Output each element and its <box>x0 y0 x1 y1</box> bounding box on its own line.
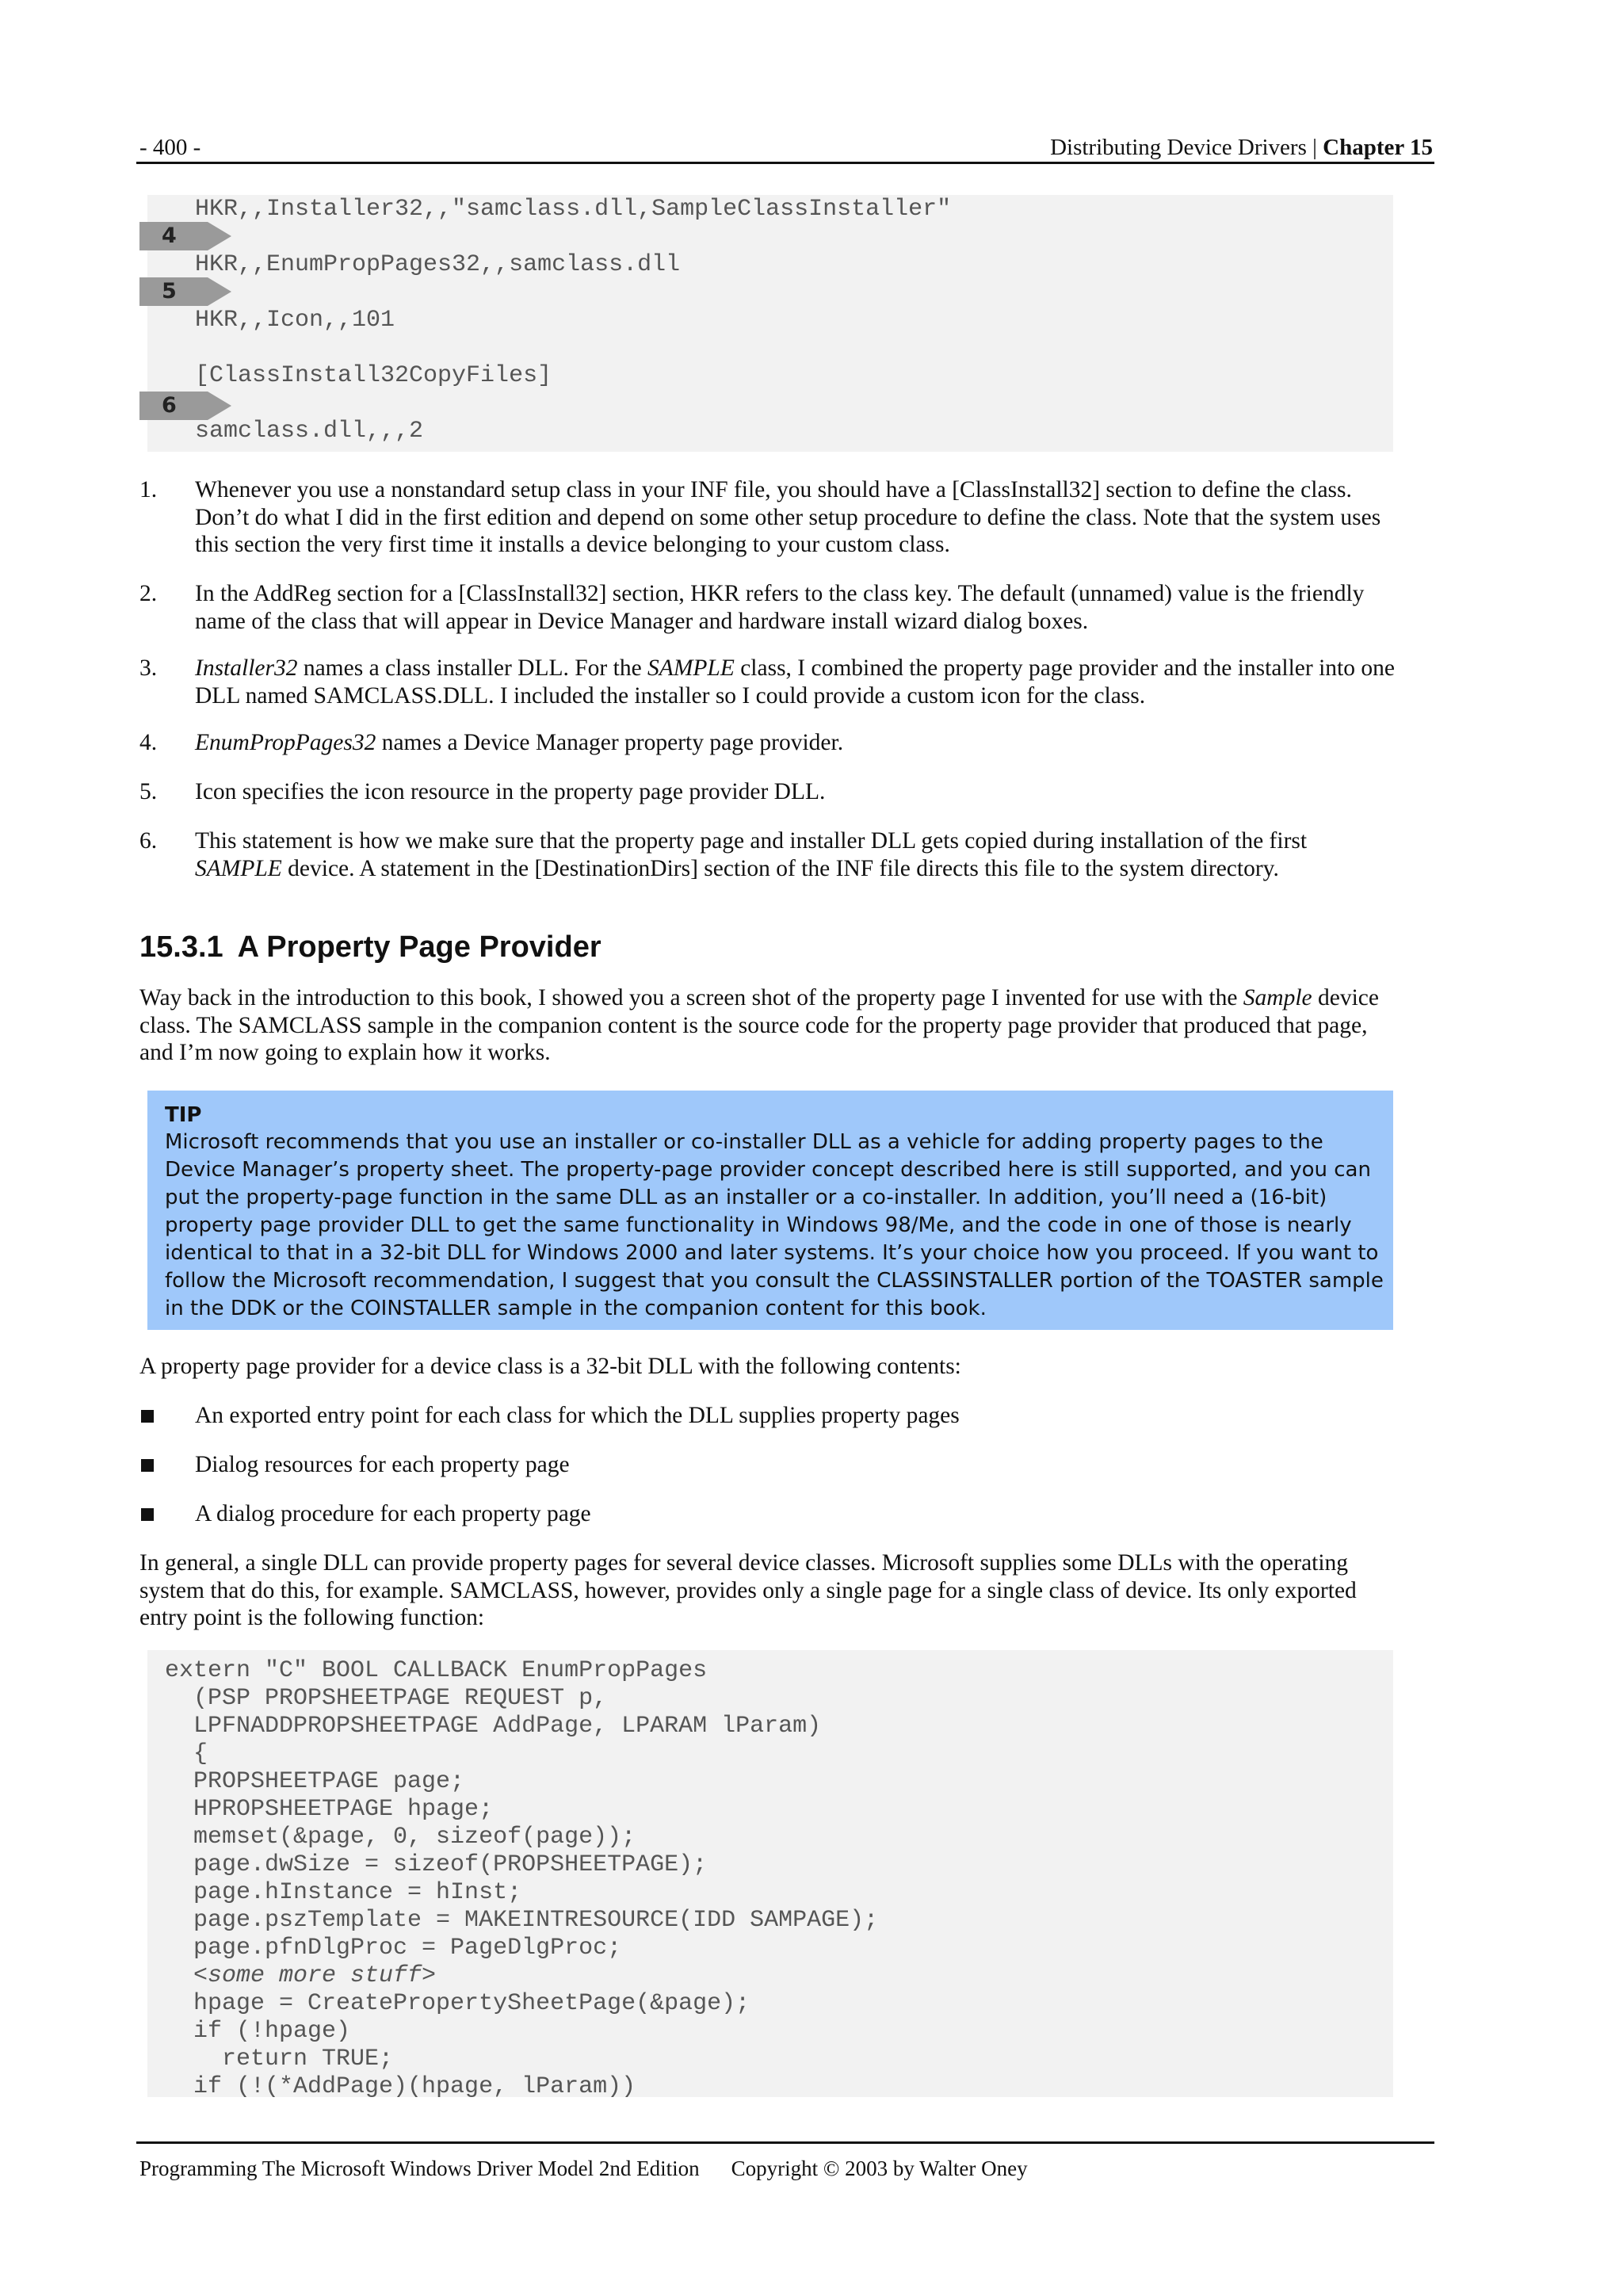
code-line: { <box>165 1740 208 1767</box>
code-line: if (!hpage) <box>165 2018 351 2045</box>
tip-title: TIP <box>165 1103 202 1127</box>
tip-body: Microsoft recommends that you use an installer or co-installer DLL as a vehicle for adding property pages to the Device Manager’s property sheet. The property-page provider concept described here is still supported, and you can put the property-page function in the same DLL as an installer or a co-installer. In addition, you’ll need a (16-bit) property page provider DLL to get the same functionality in Windows 98/Me, and the code in one of those is nearly identical to that in a 32-bit DLL for Windows 2000 and later systems. It’s your choice how you proceed. If you want to follow the Microsoft recommendation, I suggest that you consult the CLASSINSTALLER portion of the TOASTER sample in the DDK or the COINSTALLER sample in the companion content for this book. <box>165 1130 1384 1320</box>
code-line: LPFNADDPROPSHEETPAGE AddPage, LPARAM lParam) <box>165 1713 822 1740</box>
code-line: (PSP PROPSHEETPAGE REQUEST p, <box>165 1685 608 1712</box>
chapter-label: Chapter 15 <box>1323 135 1433 160</box>
square-bullet-icon <box>141 1508 154 1521</box>
code-line-placeholder: <some more stuff> <box>165 1962 437 1989</box>
code-line: HKR,,EnumPropPages32,,samclass.dll <box>195 251 681 278</box>
callout-marker-6 <box>139 388 233 423</box>
bullet-text: Dialog resources for each property page <box>195 1452 570 1477</box>
code-line: samclass.dll,,,2 <box>195 418 424 445</box>
list-text: Icon specifies the icon resource in the property page provider DLL. <box>195 779 826 804</box>
list-number: 1. <box>139 477 158 502</box>
callout-marker-4 <box>139 219 233 254</box>
square-bullet-icon <box>141 1459 154 1472</box>
chapter-reference <box>1050 132 1433 163</box>
text-run: names a class installer DLL. For the <box>297 655 648 681</box>
footer-rule <box>136 2141 1434 2144</box>
callout-marker-5 <box>139 274 233 309</box>
running-header <box>139 132 1433 163</box>
list-number: 5. <box>139 779 158 804</box>
copyright: Copyright © 2003 by Walter Oney <box>731 2157 1028 2180</box>
callout-number: 4 <box>162 223 177 248</box>
code-line: page.pfnDlgProc = PageDlgProc; <box>165 1935 622 1962</box>
list-text <box>195 827 1400 882</box>
intro-paragraph <box>139 984 1392 1067</box>
italic-term: EnumPropPages32 <box>195 730 376 755</box>
general-paragraph: In general, a single DLL can provide property pages for several device classes. Microsoft supplies some DLLs with the operating system that do this, for example. SAMCLASS, however, provides only a single page for a single class of device. Its only exported entry point is the following function: <box>139 1550 1357 1630</box>
contents-intro: A property page provider for a device class is a 32-bit DLL with the following contents: <box>139 1354 961 1379</box>
book-title: Programming The Microsoft Windows Driver Model 2nd Edition <box>139 2157 700 2180</box>
bullet-text: A dialog procedure for each property page <box>195 1501 591 1526</box>
header-rule <box>136 162 1434 164</box>
page-number: - 400 - <box>139 135 201 160</box>
bullet-text: An exported entry point for each class for which the DLL supplies property pages <box>195 1403 960 1428</box>
italic-term: Installer32 <box>195 655 298 681</box>
arrow-tab-icon <box>139 274 233 309</box>
text-run: Way back in the introduction to this book, I showed you a screen shot of the property page I invented for use with the <box>139 985 1243 1010</box>
list-text <box>195 729 1400 757</box>
section-title: A Property Page Provider <box>237 930 601 964</box>
section-heading <box>139 929 601 965</box>
arrow-tab-icon <box>139 388 233 423</box>
code-line: page.dwSize = sizeof(PROPSHEETPAGE); <box>165 1851 708 1878</box>
text-run: names a Device Manager property page provider. <box>376 730 844 755</box>
text-run: device class. The SAMCLASS sample in the companion content is the source code for the property page provider that produced that page, and I’m now going to explain how it works. <box>139 985 1379 1065</box>
tip-box <box>147 1091 1393 1330</box>
list-number: 3. <box>139 655 158 681</box>
callout-number: 6 <box>162 393 177 418</box>
list-number: 4. <box>139 730 158 755</box>
text-run: device. A statement in the [DestinationDirs] section of the INF file directs this file to the system directory. <box>281 855 1279 881</box>
code-line: if (!(*AddPage)(hpage, lParam)) <box>165 2073 636 2100</box>
code-line: extern "C" BOOL CALLBACK EnumPropPages <box>165 1657 708 1684</box>
code-line: HKR,,Installer32,,"samclass.dll,SampleClassInstaller" <box>195 196 952 223</box>
list-text: Whenever you use a nonstandard setup class in your INF file, you should have a [ClassInstall32] section to define the class. Don’t do what I did in the first edition and depend on some other setup procedure to define the class. Note that the system uses this section the very first time it installs a device belonging to your custom class. <box>195 477 1381 557</box>
italic-term: Sample <box>1243 985 1312 1010</box>
code-line: [ClassInstall32CopyFiles] <box>195 362 552 389</box>
code-line: HKR,,Icon,,101 <box>195 307 395 334</box>
list-text: In the AddReg section for a [ClassInstall32] section, HKR refers to the class key. The default (unnamed) value is the friendly name of the class that will appear in Device Manager and hardware install wizard dialog boxes. <box>195 581 1365 634</box>
code-line: page.pszTemplate = MAKEINTRESOURCE(IDD SAMPAGE); <box>165 1907 879 1934</box>
code-line: page.hInstance = hInst; <box>165 1879 522 1906</box>
code-line: PROPSHEETPAGE page; <box>165 1768 465 1795</box>
square-bullet-icon <box>141 1410 154 1423</box>
list-number: 2. <box>139 581 158 606</box>
arrow-tab-icon <box>139 219 233 254</box>
list-text <box>195 655 1400 709</box>
code-line: hpage = CreatePropertySheetPage(&page); <box>165 1990 750 2017</box>
italic-term: SAMPLE <box>647 655 735 681</box>
text-run: class, I combined the property page provider and the installer into one DLL named SAMCLASS.DLL. I included the installer so I could provide a custom icon for the class. <box>195 655 1395 709</box>
list-number: 6. <box>139 828 158 854</box>
code-line: memset(&page, 0, sizeof(page)); <box>165 1824 636 1851</box>
code-line: return TRUE; <box>165 2046 394 2073</box>
code-line: HPROPSHEETPAGE hpage; <box>165 1796 494 1823</box>
section-number: 15.3.1 <box>139 930 223 964</box>
page-footer <box>139 2154 1028 2183</box>
callout-number: 5 <box>162 279 177 304</box>
chapter-title: Distributing Device Drivers | <box>1050 135 1323 160</box>
text-run: This statement is how we make sure that the property page and installer DLL gets copied during installation of the first <box>195 828 1308 854</box>
italic-term: SAMPLE <box>195 855 282 881</box>
